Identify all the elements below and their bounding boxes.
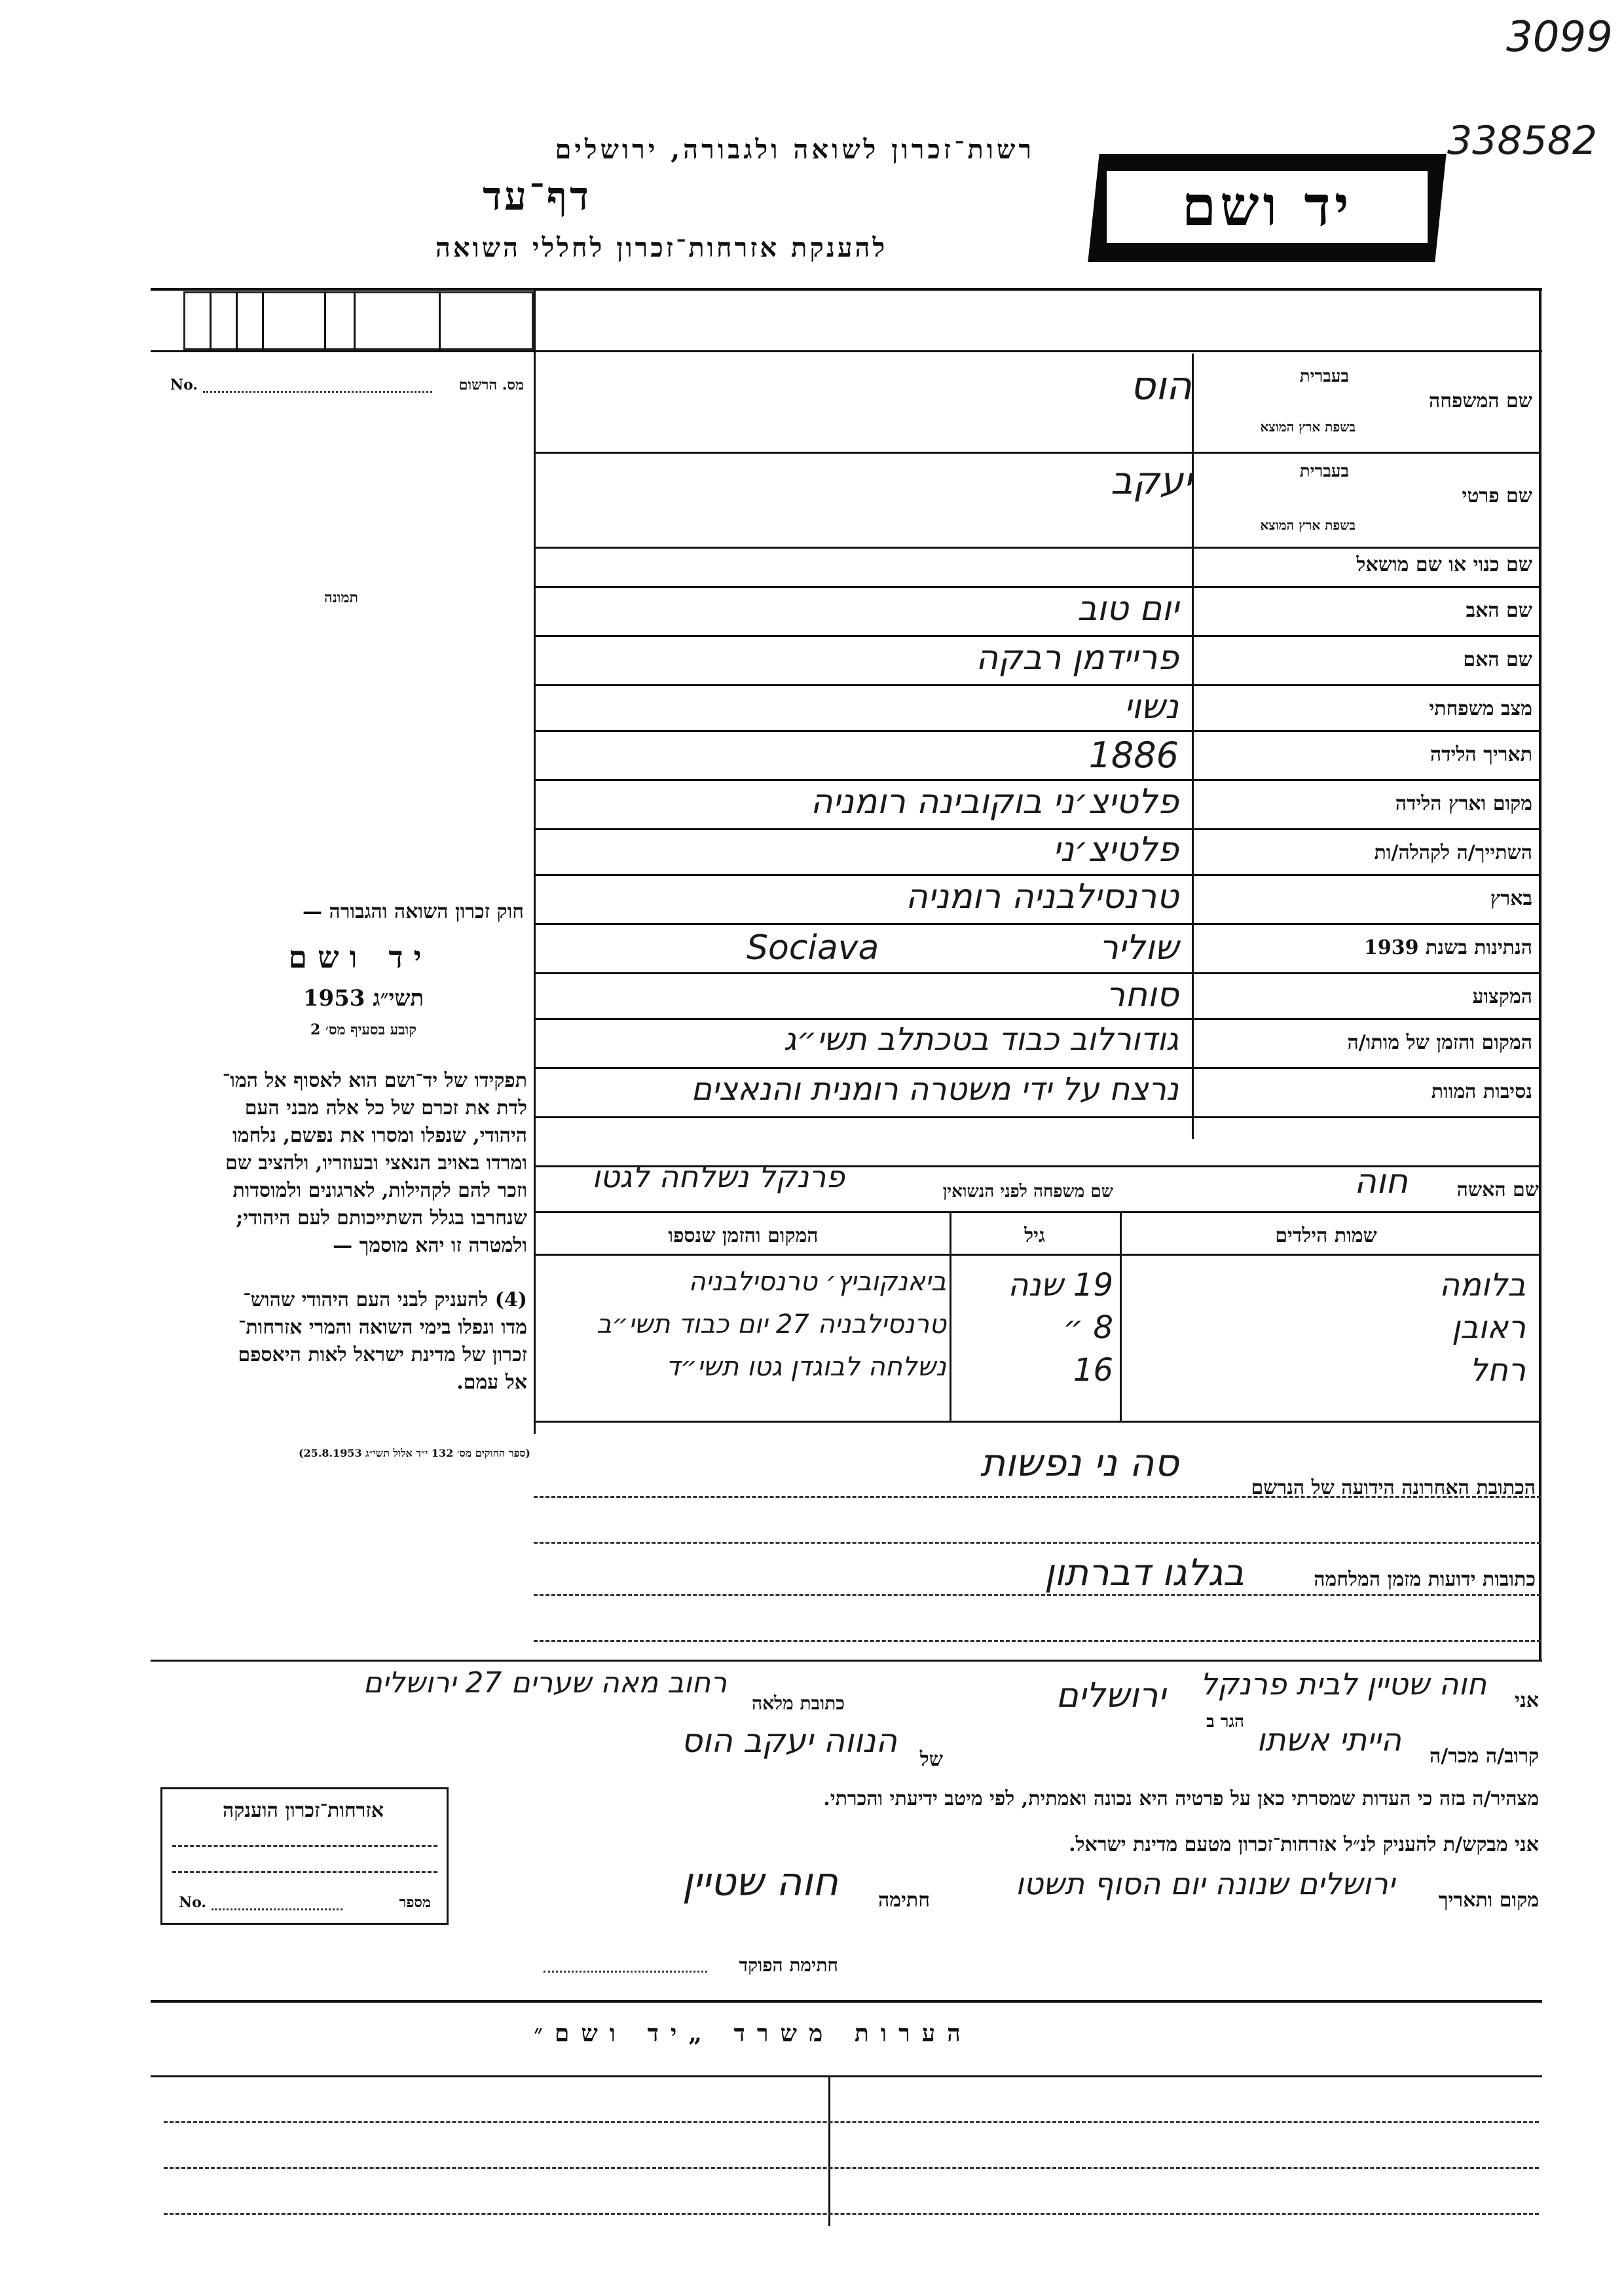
maiden-name-label: שם משפחה לפני הנשואין bbox=[942, 1182, 1113, 1201]
child-1-place: ביאנקוביץ׳ טרנסילבניה bbox=[688, 1267, 946, 1297]
birth-place-value: פלטיצ׳ני בוקובינה רומניה bbox=[810, 782, 1179, 822]
citizenship-granted-box bbox=[160, 1787, 449, 1925]
child-2-age: 8 ״ bbox=[1063, 1309, 1113, 1346]
declarant-ani-label: אני bbox=[1515, 1689, 1539, 1712]
corner-number-2: 338582 bbox=[1447, 118, 1598, 164]
photo-label: תמונה bbox=[324, 589, 358, 606]
of-value: הנווה יעקב הוס bbox=[681, 1722, 897, 1760]
yad-vashem-logo bbox=[1088, 154, 1446, 262]
mother-name-value: פריידמן רבקה bbox=[976, 638, 1179, 678]
law-year: תשי״ג 1953 bbox=[303, 985, 424, 1011]
death-circumstances-label: נסיבות המוות bbox=[1431, 1080, 1532, 1103]
law-heading: חוק זכרון השואה והגבורה — bbox=[303, 900, 524, 923]
logo-text: יד ושם bbox=[1181, 173, 1353, 238]
community-value: פלטיצ׳ני bbox=[1052, 830, 1179, 869]
child-2-name: ראובן bbox=[1451, 1309, 1526, 1346]
place-date-label: מקום ותאריך bbox=[1438, 1889, 1539, 1912]
declarant-name-value: חוה שטיין לבית פרנקל bbox=[1200, 1666, 1486, 1702]
marital-status-value: נשוי bbox=[1124, 687, 1179, 727]
child-3-name: רחל bbox=[1469, 1352, 1526, 1389]
signature-label: חתימה bbox=[878, 1889, 930, 1912]
org-name: רשות־זכרון לשואה ולגבורה, ירושלים bbox=[555, 134, 1035, 165]
children-place-header: המקום והזמן שנספו bbox=[668, 1224, 819, 1247]
registration-boxes bbox=[183, 291, 534, 350]
full-address-label: כתובת מלאה bbox=[751, 1692, 845, 1714]
law-body-2: (4) להעניק לבני העם היהודי שהוש־ מדו ונפלו בימי השואה והמרי אזרחות־ זכרון של מדינת ישראל לאות היאספם אל עמם. bbox=[238, 1288, 527, 1394]
child-1-name: בלומה bbox=[1439, 1267, 1526, 1303]
marital-status-label: מצב משפחתי bbox=[1429, 697, 1532, 720]
relation-label: קרוב/ה מכר/ה bbox=[1430, 1745, 1539, 1768]
center-divider bbox=[534, 288, 536, 1434]
nickname-label: שם כנוי או שם מושאל bbox=[1356, 553, 1532, 576]
first-name-label: שם פרטי bbox=[1462, 484, 1532, 507]
place-date-value: ירושלים שנונה יום הסוף תשטו bbox=[1015, 1866, 1395, 1901]
citizenship-1939-value: שוליר bbox=[1099, 928, 1179, 968]
child-2-place: טרנסילבניה 27 יום כבוד תשי״ב bbox=[596, 1309, 946, 1339]
of-label: של bbox=[919, 1748, 943, 1771]
law-body: תפקידו של יד־ושם הוא לאסוף אל המו־ לדת את זכרם של כל אלה מבני העם היהודי, שנפלו ומסרו את נפשם, נלחמו ומרדו באויב הנאצי ובעוזריו, ולהציב שם וזכר להם לקהילות, לארגונים ולמוסדות שנחרבו בגלל השתייכותם לעם היהודי; ולמטרה זו יהא מוסמך — bbox=[222, 1069, 527, 1257]
surname-hebrew-sub: בעברית bbox=[1299, 367, 1349, 386]
citizenship-1939-latin: Sociava bbox=[747, 928, 879, 968]
death-place-value: גודורלוב כבוד בטכתלב תשי״ג bbox=[783, 1021, 1179, 1058]
child-1-age: 19 שנה bbox=[1008, 1267, 1113, 1303]
birth-date-value: 1886 bbox=[1088, 735, 1179, 776]
top-rule bbox=[151, 288, 1542, 291]
children-names-header: שמות הילדים bbox=[1275, 1224, 1377, 1247]
birth-date-label: תאריך הלידה bbox=[1430, 743, 1532, 766]
full-address-value: רחוב מאה שערים 27 ירושלים bbox=[363, 1666, 727, 1700]
citizenship-1939-label: הנתינות בשנת 1939 bbox=[1363, 936, 1532, 959]
wife-value: חוה bbox=[1354, 1162, 1408, 1201]
first-name-origin-sub: בשפת ארץ המוצא bbox=[1260, 517, 1356, 533]
last-address-label: הכתובת האחרונה הידועה של הנרשם bbox=[1251, 1476, 1536, 1499]
country-label: בארץ bbox=[1490, 887, 1532, 910]
citizenship-box-no: No. bbox=[179, 1894, 207, 1911]
country-value: טרנסילבניה רומניה bbox=[905, 877, 1179, 917]
registry-label: מס. הרשום bbox=[458, 376, 524, 393]
child-3-place: נשלחה לבוגדן גטו תשי״ד bbox=[666, 1352, 946, 1382]
request-text: אני מבקש/ת להעניק לנ״ל אזרחות־זכרון מטעם מדינת ישראל. bbox=[1069, 1833, 1539, 1856]
form-title: דף־עד bbox=[483, 173, 591, 219]
office-notes-title: הערות משרד „יד ושם״ bbox=[534, 2020, 972, 2047]
first-name-value: יעקב bbox=[1111, 458, 1192, 503]
corner-number-1: 3099 bbox=[1506, 13, 1613, 62]
birth-place-label: מקום וארץ הלידה bbox=[1395, 792, 1532, 815]
surname-origin-sub: בשפת ארץ המוצא bbox=[1260, 419, 1356, 435]
law-footnote: (ספר החוקים מס׳ 132 י״ד אלול תשי״ג 25.8.1953) bbox=[298, 1447, 530, 1459]
father-name-value: יום טוב bbox=[1077, 589, 1179, 629]
signature-value: חוה שטיין bbox=[682, 1859, 838, 1905]
declaration-text: מצהיר/ה בזה כי העדות שמסרתי כאן על פרטיה היא נכונה ואמתית, לפי מיטב ידיעתי והכרתי. bbox=[823, 1787, 1539, 1810]
law-name: יד ושם bbox=[288, 939, 432, 975]
maiden-name-value: פרנקל נשלחה לגטו bbox=[592, 1159, 845, 1194]
surname-value: הוס bbox=[1130, 363, 1192, 409]
officer-signature-label: חתימת הפוקד bbox=[739, 1954, 838, 1976]
law-clause: קובע בסעיף מס׳ 2 bbox=[310, 1021, 417, 1038]
mother-name-label: שם האם bbox=[1463, 648, 1532, 671]
registry-no-label: No. bbox=[170, 376, 198, 393]
first-name-hebrew-sub: בעברית bbox=[1299, 462, 1349, 481]
citizenship-box-title: אזרחות־זכרון הוענקה bbox=[222, 1799, 384, 1822]
war-address-label: כתובות ידועות מזמן המלחמה bbox=[1314, 1568, 1536, 1591]
profession-label: המקצוע bbox=[1472, 985, 1532, 1008]
label-divider bbox=[1192, 354, 1194, 1139]
child-3-age: 16 bbox=[1073, 1352, 1113, 1389]
children-age-header: גיל bbox=[1024, 1224, 1045, 1247]
war-address-value: בגלגו דברתון bbox=[1044, 1552, 1244, 1594]
last-address-value: סה ני נפשות bbox=[980, 1440, 1179, 1485]
community-label: השתייך/ה לקהלה/ות bbox=[1374, 841, 1532, 864]
wife-label: שם האשה bbox=[1456, 1178, 1539, 1201]
relation-value: הייתי אשתו bbox=[1256, 1722, 1401, 1758]
father-name-label: שם האב bbox=[1466, 599, 1532, 622]
resides-value: ירושלים bbox=[1056, 1676, 1166, 1715]
death-place-label: המקום והזמן של מותו/ה bbox=[1347, 1031, 1532, 1054]
form-subtitle: להענקת אזרחות־זכרון לחללי השואה bbox=[435, 232, 888, 263]
resides-label: הגר ב bbox=[1206, 1712, 1244, 1732]
citizenship-box-mispar: מספר bbox=[399, 1894, 431, 1911]
death-circumstances-value: נרצח על ידי משטרה רומנית והנאצים bbox=[691, 1071, 1179, 1108]
profession-value: סוחר bbox=[1105, 975, 1179, 1015]
surname-label: שם המשפחה bbox=[1428, 390, 1532, 412]
